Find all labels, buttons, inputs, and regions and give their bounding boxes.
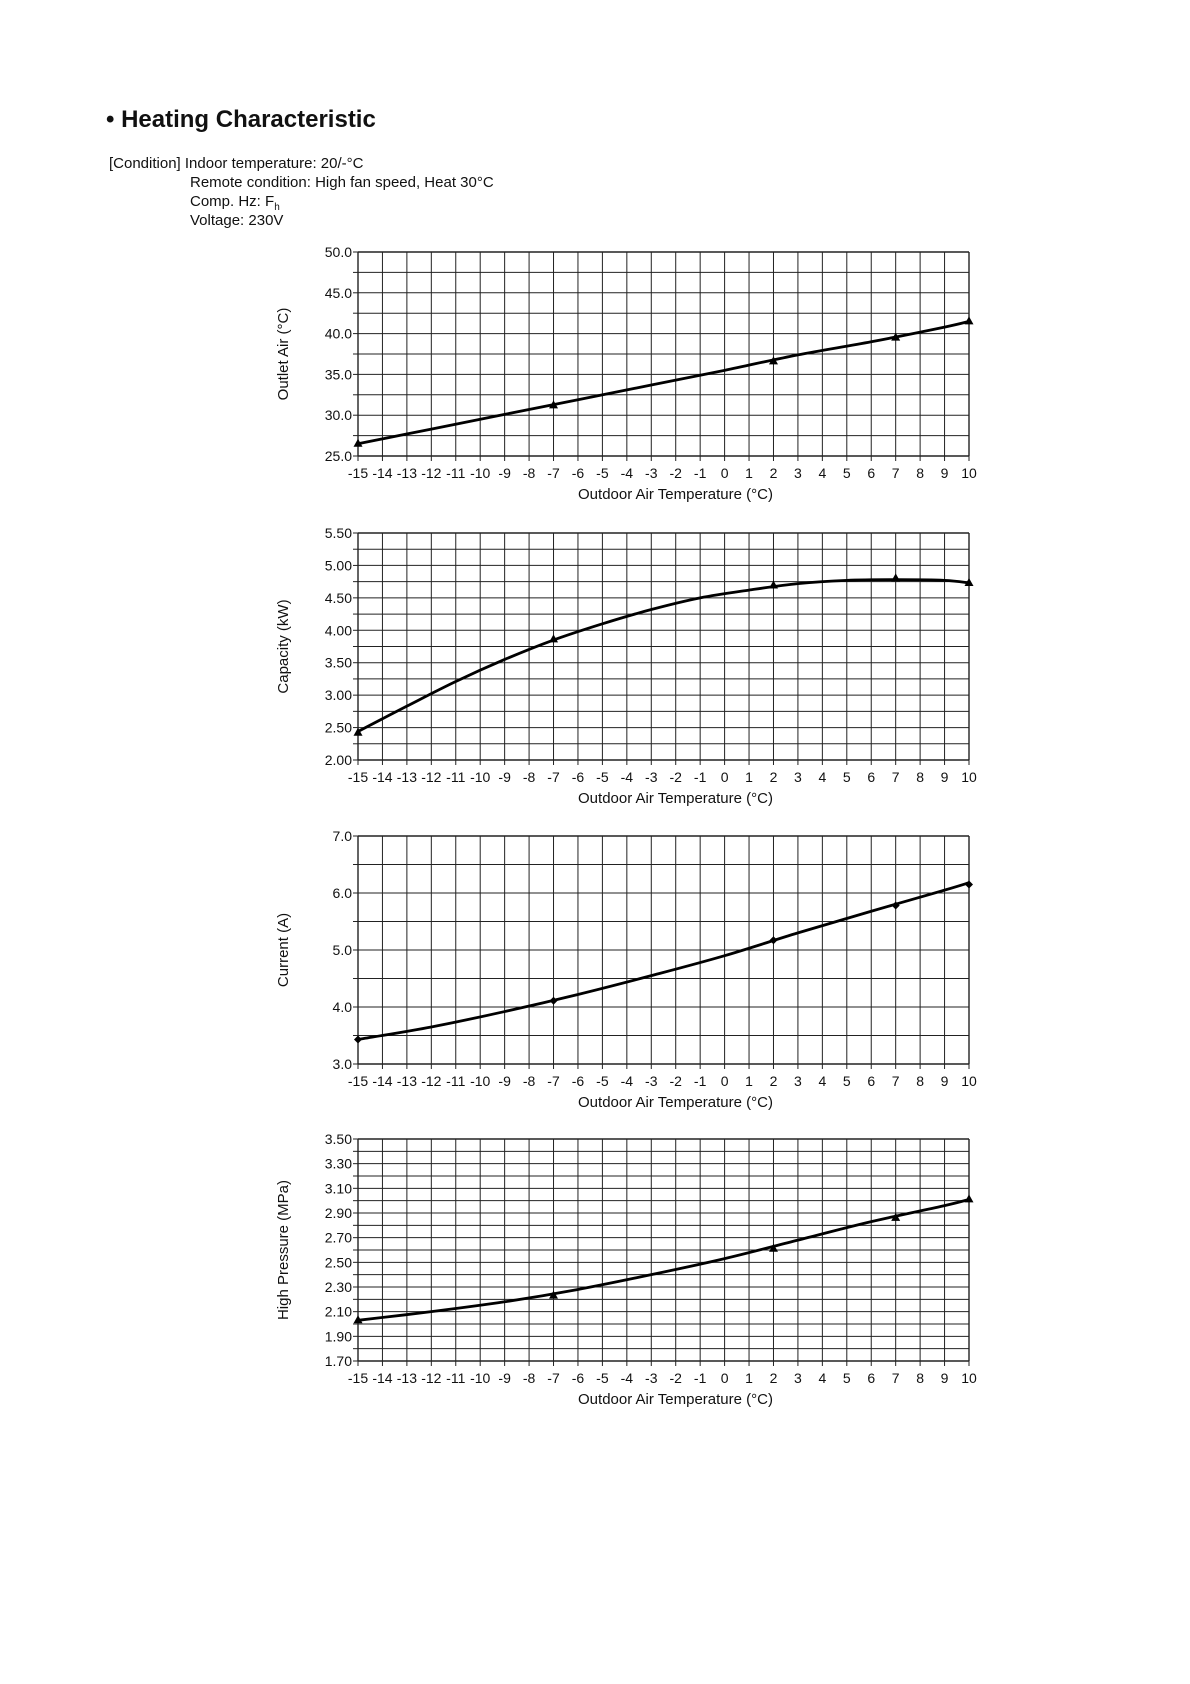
condition-remote: Remote condition: High fan speed, Heat 30°C: [190, 174, 494, 191]
x-tick-label: -3: [645, 1073, 658, 1089]
y-tick-label: 3.10: [324, 1180, 352, 1197]
x-tick-label: 1: [745, 769, 753, 785]
y-tick-label: 35.0: [324, 366, 352, 383]
x-tick-label: 0: [720, 1370, 729, 1386]
x-tick-label: 1: [745, 1370, 753, 1386]
y-tick-label: 50.0: [324, 244, 352, 260]
x-tick-label: 4: [818, 1370, 827, 1386]
x-tick-label: -2: [669, 1073, 682, 1089]
x-tick-label: -5: [596, 465, 609, 481]
x-tick-label: 2: [769, 1073, 778, 1089]
x-tick-label: -2: [669, 1370, 682, 1386]
y-tick-label: 4.0: [332, 999, 352, 1015]
y-tick-label: 1.70: [324, 1353, 352, 1369]
x-tick-label: -13: [396, 1073, 417, 1089]
x-tick-label: 3: [794, 465, 802, 481]
x-tick-label: -5: [596, 1370, 609, 1386]
y-tick-label: 30.0: [324, 407, 352, 424]
x-axis-label: Outdoor Air Temperature (°C): [578, 790, 773, 807]
x-tick-label: 5: [842, 465, 851, 481]
y-tick-label: 4.00: [324, 622, 352, 639]
x-tick-label: 7: [891, 1073, 900, 1089]
x-tick-label: -11: [446, 1073, 466, 1089]
x-tick-label: -15: [347, 1073, 369, 1089]
series-line: [358, 321, 969, 443]
x-tick-label: 6: [867, 465, 876, 481]
y-tick-label: 5.00: [324, 557, 352, 574]
x-tick-label: -1: [693, 1370, 707, 1386]
x-tick-label: -4: [620, 1370, 634, 1386]
x-tick-label: -15: [347, 1370, 369, 1386]
x-tick-label: 8: [916, 465, 925, 481]
y-tick-label: 2.90: [324, 1205, 352, 1221]
x-tick-label: 2: [769, 769, 778, 785]
x-tick-label: -14: [372, 465, 393, 481]
y-tick-label: 3.50: [324, 1131, 352, 1147]
x-tick-label: 10: [961, 465, 977, 481]
x-tick-label: 5: [842, 769, 851, 785]
x-tick-label: -10: [470, 465, 491, 481]
chart-1: [275, 244, 977, 503]
x-tick-label: 8: [916, 1073, 925, 1089]
y-tick-label: 5.50: [324, 525, 352, 541]
x-tick-label: -13: [396, 465, 417, 481]
x-tick-label: -14: [372, 769, 393, 785]
x-tick-label: -9: [498, 769, 511, 785]
x-tick-label: -9: [498, 465, 511, 481]
x-tick-label: -7: [547, 1073, 560, 1089]
x-tick-label: 7: [891, 1370, 900, 1386]
x-tick-label: -2: [669, 769, 682, 785]
x-tick-label: -14: [372, 1370, 393, 1386]
x-tick-label: 8: [916, 769, 925, 785]
x-tick-label: 0: [720, 1073, 729, 1089]
x-tick-label: -6: [571, 465, 585, 481]
x-tick-label: 7: [891, 465, 900, 481]
data-point-marker: [769, 936, 777, 944]
x-tick-label: 10: [961, 769, 977, 785]
chart-4: [275, 1131, 977, 1408]
y-tick-label: 45.0: [324, 284, 352, 301]
x-tick-label: -13: [396, 1370, 417, 1386]
x-tick-label: -1: [693, 1073, 707, 1089]
x-tick-label: -10: [470, 1370, 491, 1386]
condition-indoor: Indoor temperature: 20/-°C: [184, 155, 364, 172]
x-tick-label: -12: [421, 769, 442, 785]
x-tick-label: -4: [620, 465, 634, 481]
x-tick-label: 1: [745, 1073, 753, 1089]
x-tick-label: -8: [522, 1073, 536, 1089]
x-tick-label: -11: [446, 1370, 466, 1386]
data-point-marker: [965, 1194, 974, 1202]
x-tick-label: -12: [421, 1073, 442, 1089]
condition-comp-text: Comp. Hz: F: [190, 193, 275, 210]
x-tick-label: -8: [522, 1370, 536, 1386]
x-tick-label: 5: [842, 1073, 851, 1089]
x-tick-label: -10: [470, 769, 491, 785]
x-tick-label: -12: [421, 465, 442, 481]
y-axis-label: High Pressure (MPa): [275, 1179, 292, 1321]
page-title: • Heating Characteristic: [106, 106, 376, 133]
x-tick-label: -12: [421, 1370, 442, 1386]
x-tick-label: 6: [867, 1370, 876, 1386]
x-tick-label: 10: [961, 1073, 977, 1089]
x-tick-label: -3: [645, 769, 658, 785]
x-tick-label: -3: [645, 1370, 658, 1386]
x-tick-label: 9: [940, 769, 949, 785]
x-tick-label: 6: [867, 769, 876, 785]
x-tick-label: -1: [693, 769, 707, 785]
y-tick-label: 3.50: [324, 654, 352, 671]
x-tick-label: -6: [571, 769, 585, 785]
y-tick-label: 3.0: [332, 1056, 352, 1072]
y-tick-label: 5.0: [332, 942, 352, 958]
y-tick-label: 3.30: [324, 1155, 352, 1172]
series-line: [358, 580, 969, 732]
chart-2: [275, 525, 977, 807]
x-axis-label: Outdoor Air Temperature (°C): [578, 486, 773, 503]
x-tick-label: 10: [961, 1370, 977, 1386]
y-axis-label: Outlet Air (°C): [275, 307, 292, 401]
condition-voltage: Voltage: 230V: [190, 212, 284, 229]
y-tick-label: 3.00: [324, 687, 352, 704]
condition-prefix: [Condition]: [109, 155, 181, 172]
x-tick-label: -2: [669, 465, 682, 481]
x-tick-label: -4: [620, 1073, 634, 1089]
x-tick-label: 0: [720, 465, 729, 481]
x-tick-label: -7: [547, 769, 560, 785]
x-tick-label: -14: [372, 1073, 393, 1089]
x-tick-label: -8: [522, 769, 536, 785]
x-tick-label: 9: [940, 1073, 949, 1089]
x-tick-label: 4: [818, 1073, 827, 1089]
x-tick-label: 2: [769, 465, 778, 481]
data-point-marker: [965, 316, 974, 324]
y-tick-label: 1.90: [324, 1328, 352, 1345]
chart-3: [275, 828, 977, 1111]
series-line: [358, 1199, 969, 1320]
x-tick-label: -4: [620, 769, 634, 785]
x-tick-label: -11: [446, 769, 466, 785]
y-tick-label: 4.50: [324, 589, 352, 606]
x-tick-label: -13: [396, 769, 417, 785]
x-tick-label: -6: [571, 1073, 585, 1089]
x-tick-label: -10: [470, 1073, 491, 1089]
x-tick-label: 8: [916, 1370, 925, 1386]
x-tick-label: 0: [720, 769, 729, 785]
y-axis-label: Capacity (kW): [275, 599, 292, 694]
y-tick-label: 2.70: [324, 1229, 352, 1246]
x-tick-label: -1: [693, 465, 707, 481]
x-tick-label: -9: [498, 1073, 511, 1089]
x-tick-label: 3: [794, 1370, 802, 1386]
x-tick-label: -8: [522, 465, 536, 481]
y-tick-label: 2.00: [324, 752, 352, 768]
x-tick-label: -5: [596, 1073, 609, 1089]
x-tick-label: 3: [794, 1073, 802, 1089]
y-tick-label: 2.10: [324, 1303, 352, 1320]
data-point-marker: [550, 997, 558, 1005]
x-axis-label: Outdoor Air Temperature (°C): [578, 1094, 773, 1111]
x-tick-label: -7: [547, 465, 560, 481]
y-tick-label: 2.50: [324, 1254, 352, 1271]
x-tick-label: 4: [818, 465, 827, 481]
x-tick-label: 6: [867, 1073, 876, 1089]
x-tick-label: -9: [498, 1370, 511, 1386]
x-axis-label: Outdoor Air Temperature (°C): [578, 1391, 773, 1408]
x-tick-label: -3: [645, 465, 658, 481]
y-tick-label: 2.30: [324, 1279, 352, 1295]
data-point-marker: [891, 573, 900, 581]
x-tick-label: 4: [818, 769, 827, 785]
condition-comp-sub: h: [274, 202, 280, 213]
x-tick-label: -11: [446, 465, 466, 481]
series-line: [358, 883, 969, 1040]
y-tick-label: 7.0: [332, 828, 352, 844]
y-tick-label: 6.0: [332, 885, 352, 901]
x-tick-label: 7: [891, 769, 900, 785]
x-tick-label: -7: [547, 1370, 560, 1386]
x-tick-label: 2: [769, 1370, 778, 1386]
x-tick-label: 9: [940, 1370, 949, 1386]
x-tick-label: 3: [794, 769, 802, 785]
x-tick-label: 1: [745, 465, 753, 481]
data-point-marker: [354, 1035, 362, 1043]
data-point-marker: [965, 880, 973, 888]
y-tick-label: 2.50: [324, 719, 352, 736]
x-tick-label: 9: [940, 465, 949, 481]
y-tick-label: 40.0: [324, 325, 352, 342]
x-tick-label: -15: [347, 769, 369, 785]
x-tick-label: -6: [571, 1370, 585, 1386]
y-tick-label: 25.0: [324, 448, 352, 464]
x-tick-label: -5: [596, 769, 609, 785]
y-axis-label: Current (A): [275, 912, 292, 988]
x-tick-label: 5: [842, 1370, 851, 1386]
x-tick-label: -15: [347, 465, 369, 481]
